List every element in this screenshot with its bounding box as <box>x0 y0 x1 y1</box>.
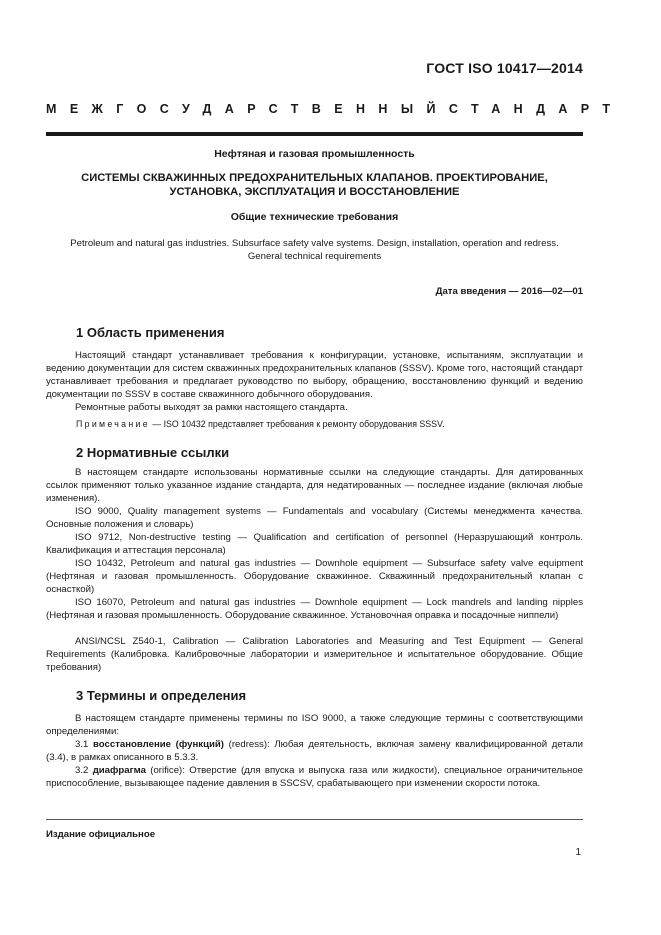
term-3-1: 3.1 восстановление (функций) (redress): Любая деятельность, включая замену квалифицированной детали (3.4), в рамках описанного в 5.3.3. <box>46 739 583 763</box>
reference-iso-9000: ISO 9000, Quality management systems — Fundamentals and vocabulary (Системы менеджмента качества. Основные положения и словарь) <box>46 506 583 530</box>
standard-banner <box>46 102 624 116</box>
reference-iso-10432: ISO 10432, Petroleum and natural gas industries — Downhole equipment — Subsurface safety valve equipment (Нефтяная и газовая промышленность. Оборудование скважинное. Скважинный предохранительный клапан с оснасткой) <box>46 558 583 595</box>
term-3-1-name: восстановление (функций) <box>93 739 224 750</box>
section-3-heading: 3 Термины и определения <box>76 688 247 703</box>
reference-iso-16070: ISO 16070, Petroleum and natural gas industries — Downhole equipment — Lock mandrels and landing nipples (Нефтяная и газовая промышленность. Оборудование скважинное. Установочная оправка и посадочные ниппели) <box>46 597 583 621</box>
term-3-2-name: диафрагма <box>92 765 146 776</box>
english-title-line-2: General technical requirements <box>247 251 382 262</box>
industry-title: Нефтяная и газовая промышленность <box>214 148 415 160</box>
section-1-paragraph-2: Ремонтные работы выходят за рамки настоящего стандарта. <box>75 402 348 413</box>
english-title <box>46 237 583 263</box>
official-edition-label: Издание официальное <box>46 829 156 840</box>
subtitle: Общие технические требования <box>230 211 399 223</box>
section-2-heading: 2 Нормативные ссылки <box>76 445 230 460</box>
section-1-heading: 1 Область применения <box>76 325 225 340</box>
main-title <box>46 171 583 199</box>
note-label: Примечание <box>76 419 150 429</box>
effective-date: Дата введения — 2016—02—01 <box>435 286 583 297</box>
section-1-note <box>76 419 445 429</box>
reference-iso-9712: ISO 9712, Non-destructive testing — Qualification and certification of personnel (Неразрушающий контроль. Квалификация и аттестация персонала) <box>46 532 583 556</box>
reference-ansi-ncsl: ANSI/NCSL Z540-1, Calibration — Calibration Laboratories and Measuring and Test Equipment — General Requirements (Калибровка. Калибровочные лаборатории и измерительное и испытательное оборудование. Общие требования) <box>46 636 583 673</box>
main-title-line-2: УСТАНОВКА, ЭКСПЛУАТАЦИЯ И ВОССТАНОВЛЕНИЕ <box>169 186 460 198</box>
section-2-paragraph-1: В настоящем стандарте использованы нормативные ссылки на следующие стандарты. Для датированных ссылок применяют только указанное издание стандарта, для недатированных — последнее издание (включая любые изменения). <box>46 467 583 504</box>
header-rule <box>46 132 583 136</box>
section-1-paragraph-1: Настоящий стандарт устанавливает требования к конфигурации, установке, испытаниям, эксплуатации и ведению документации для систем скважинных предохранительных клапанов (SSSV). Кроме того, настоящий стандарт устанавливает требования и предлагает руководство по выбору, обращению, восстановлению функций и ведению документации по SSSV в составе скважинного добычного оборудования. <box>46 350 583 400</box>
note-text: — ISO 10432 представляет требования к ремонту оборудования SSSV. <box>152 419 445 429</box>
banner-word-2: СТАНДАРТ <box>448 102 624 116</box>
banner-word-1: МЕЖГОСУДАРСТВЕННЫЙ <box>46 102 449 116</box>
main-title-line-1: СИСТЕМЫ СКВАЖИННЫХ ПРЕДОХРАНИТЕЛЬНЫХ КЛАПАНОВ. ПРОЕКТИРОВАНИЕ, <box>81 172 548 184</box>
term-3-2: 3.2 диафрагма (orifice): Отверстие (для впуска и выпуска газа или жидкости), специальное ограничительное приспособление, вызывающее падение давления в SSCSV, срабатывающего при изменении скорости потока. <box>46 765 583 789</box>
english-title-line-1: Petroleum and natural gas industries. Subsurface safety valve systems. Design, installation, operation and redress. <box>70 238 559 249</box>
section-3-paragraph-1: В настоящем стандарте применены термины по ISO 9000, а также следующие термины с соответствующими определениями: <box>46 713 583 737</box>
doc-number: ГОСТ ISO 10417—2014 <box>426 60 583 76</box>
footer-rule <box>46 819 583 820</box>
page-number: 1 <box>575 847 581 858</box>
